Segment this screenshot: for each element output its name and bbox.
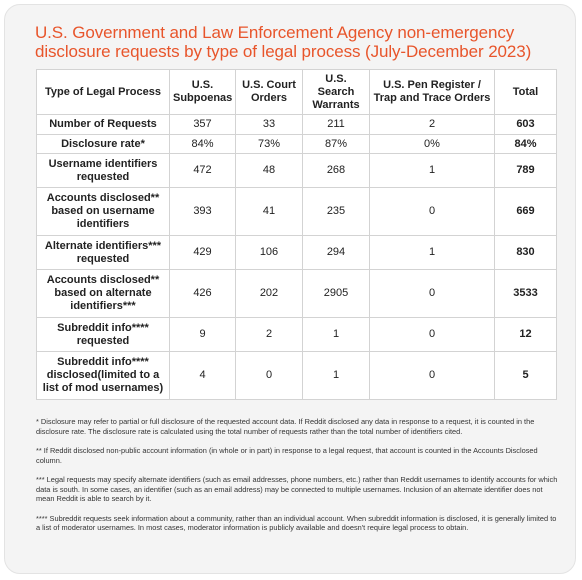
cell-search-warrants: 211 bbox=[303, 115, 370, 135]
cell-total: 5 bbox=[495, 352, 557, 400]
cell-pen-register: 0 bbox=[370, 318, 495, 352]
cell-pen-register: 1 bbox=[370, 154, 495, 188]
table-row bbox=[37, 236, 557, 270]
cell-search-warrants: 294 bbox=[303, 236, 370, 270]
cell-subpoenas: 357 bbox=[170, 115, 236, 135]
cell-total: 669 bbox=[495, 188, 557, 236]
header-total: Total bbox=[495, 70, 557, 115]
cell-total: 603 bbox=[495, 115, 557, 135]
table-row bbox=[37, 115, 557, 135]
table-row bbox=[37, 270, 557, 318]
table-row bbox=[37, 352, 557, 400]
header-search-warrants: U.S. Search Warrants bbox=[303, 70, 370, 115]
cell-court-orders: 0 bbox=[236, 352, 303, 400]
cell-search-warrants: 1 bbox=[303, 318, 370, 352]
cell-pen-register: 1 bbox=[370, 236, 495, 270]
header-subpoenas: U.S. Subpoenas bbox=[170, 70, 236, 115]
table-header-row bbox=[37, 70, 557, 115]
cell-total: 84% bbox=[495, 135, 557, 154]
row-label: Subreddit info**** requested bbox=[37, 318, 170, 352]
cell-search-warrants: 268 bbox=[303, 154, 370, 188]
cell-pen-register: 0 bbox=[370, 270, 495, 318]
row-label: Subreddit info**** disclosed(limited to a list of mod usernames) bbox=[37, 352, 170, 400]
cell-search-warrants: 1 bbox=[303, 352, 370, 400]
table-row bbox=[37, 154, 557, 188]
row-label: Username identifiers requested bbox=[37, 154, 170, 188]
row-label: Accounts disclosed** based on alternate identifiers*** bbox=[37, 270, 170, 318]
cell-total: 789 bbox=[495, 154, 557, 188]
report-card bbox=[4, 4, 576, 574]
table-row bbox=[37, 188, 557, 236]
cell-court-orders: 48 bbox=[236, 154, 303, 188]
cell-search-warrants: 87% bbox=[303, 135, 370, 154]
report-title: U.S. Government and Law Enforcement Agency non-emergency disclosure requests by type of legal process (July-December 2023) bbox=[35, 23, 532, 61]
cell-court-orders: 2 bbox=[236, 318, 303, 352]
header-pen-register: U.S. Pen Register / Trap and Trace Orders bbox=[370, 70, 495, 115]
cell-subpoenas: 9 bbox=[170, 318, 236, 352]
cell-subpoenas: 393 bbox=[170, 188, 236, 236]
cell-total: 830 bbox=[495, 236, 557, 270]
cell-search-warrants: 2905 bbox=[303, 270, 370, 318]
header-court-orders: U.S. Court Orders bbox=[236, 70, 303, 115]
table-row bbox=[37, 135, 557, 154]
footnotes bbox=[36, 417, 558, 543]
cell-subpoenas: 84% bbox=[170, 135, 236, 154]
cell-pen-register: 0 bbox=[370, 352, 495, 400]
cell-search-warrants: 235 bbox=[303, 188, 370, 236]
disclosure-table bbox=[36, 69, 557, 400]
cell-subpoenas: 472 bbox=[170, 154, 236, 188]
cell-court-orders: 73% bbox=[236, 135, 303, 154]
footnote-subreddit-info: **** Subreddit requests seek information about a community, rather than an individual account. When subreddit information is disclosed, it is generally limited to a list of moderator usernames. In most cases, moderator information is publicly available and doesn't require legal process to obtain. bbox=[36, 513, 557, 532]
row-label: Number of Requests bbox=[37, 115, 170, 135]
cell-pen-register: 2 bbox=[370, 115, 495, 135]
cell-court-orders: 33 bbox=[236, 115, 303, 135]
footnote-accounts-disclosed: ** If Reddit disclosed non-public account information (in whole or in part) in response to a legal request, that account is counted in the Accounts Disclosed column. bbox=[36, 446, 538, 465]
row-label: Accounts disclosed** based on username identifiers bbox=[37, 188, 170, 236]
cell-court-orders: 41 bbox=[236, 188, 303, 236]
table-row bbox=[37, 318, 557, 352]
footnote-alternate-identifiers: *** Legal requests may specify alternate identifiers (such as email addresses, phone numbers, etc.) rather than Reddit usernames to identify accounts for which data is south. In some cases, an identifier (such as an email address) may be connected to multiple usernames. Inclusion of an alternate identifier does not mean Reddit is able to search by it. bbox=[36, 475, 558, 503]
footnote-disclosure-rate: * Disclosure may refer to partial or full disclosure of the requested account data. If Reddit disclosed any data in response to a request, it is counted in the disclosure rate. The disclosure rate is calculated using the total number of requests rather than the total number of identifiers cited. bbox=[36, 417, 535, 436]
cell-total: 3533 bbox=[495, 270, 557, 318]
cell-subpoenas: 4 bbox=[170, 352, 236, 400]
cell-court-orders: 106 bbox=[236, 236, 303, 270]
cell-subpoenas: 426 bbox=[170, 270, 236, 318]
cell-pen-register: 0% bbox=[370, 135, 495, 154]
header-type: Type of Legal Process bbox=[37, 70, 170, 115]
cell-subpoenas: 429 bbox=[170, 236, 236, 270]
cell-pen-register: 0 bbox=[370, 188, 495, 236]
row-label: Alternate identifiers*** requested bbox=[37, 236, 170, 270]
cell-total: 12 bbox=[495, 318, 557, 352]
row-label: Disclosure rate* bbox=[37, 135, 170, 154]
cell-court-orders: 202 bbox=[236, 270, 303, 318]
